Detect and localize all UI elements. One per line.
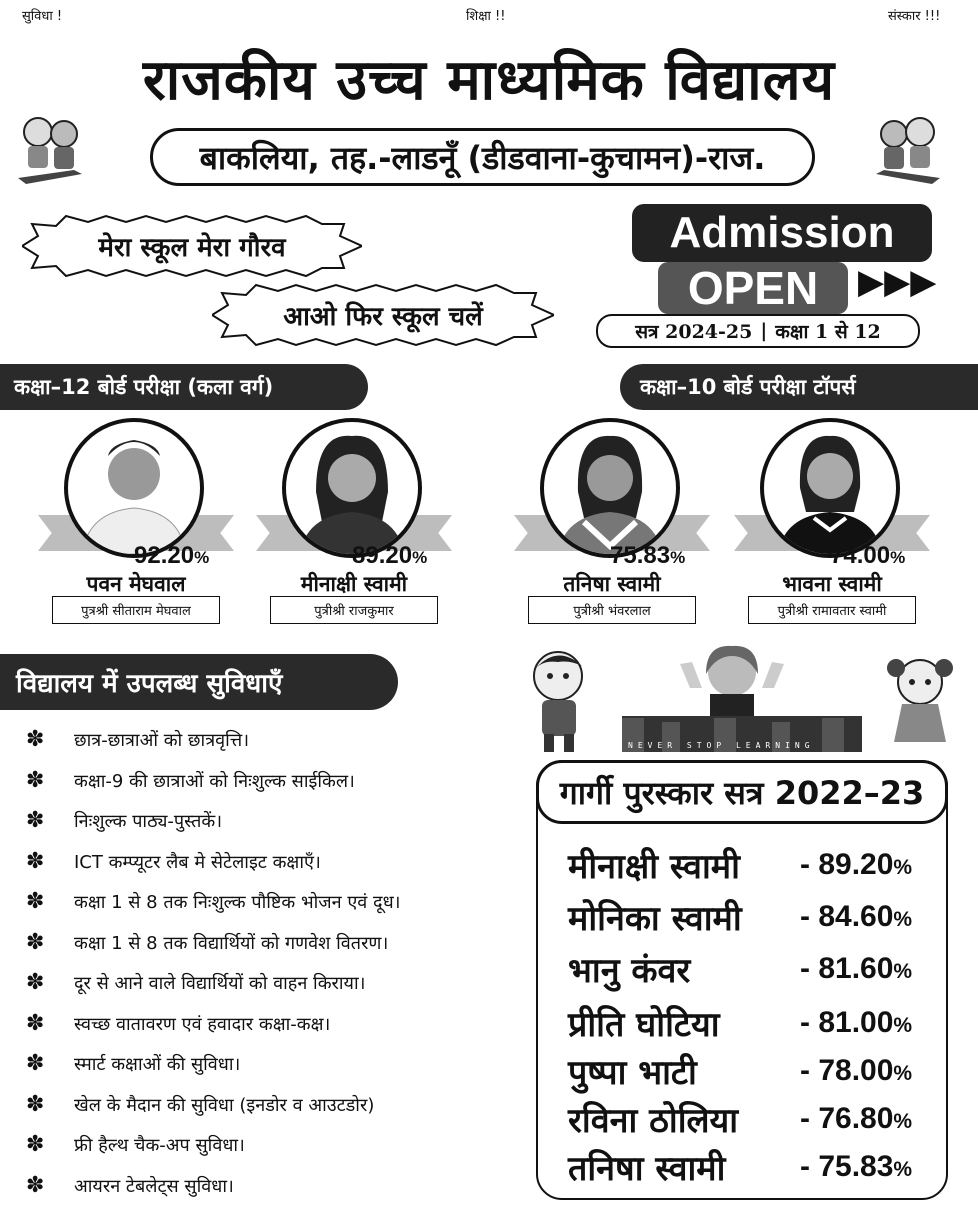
gargi-winner-row: पुष्पा भाटी - 78.00%	[568, 1053, 913, 1093]
facility-item: ✽ छात्र-छात्राओं को छात्रवृत्ति।	[26, 727, 250, 753]
facility-item: ✽ कक्षा 1 से 8 तक विद्यार्थियों को गणवेश वितरण।	[26, 929, 389, 955]
topper-score: 92.20%	[134, 542, 210, 569]
topper-photo	[760, 418, 900, 558]
topper-parent: पुत्रश्री सीताराम मेघवाल	[52, 596, 220, 624]
topper-name: तनिषा स्वामी	[563, 572, 661, 596]
flower-bullet-icon: ✽	[26, 1132, 45, 1158]
topper-parent: पुत्रीश्री रामावतार स्वामी	[748, 596, 916, 624]
facility-item: ✽ दूर से आने वाले विद्यार्थियों को वाहन किराया।	[26, 970, 366, 996]
class12-board-band: कक्षा–12 बोर्ड परीक्षा (कला वर्ग)	[0, 364, 368, 410]
topper-name: पवन मेघवाल	[86, 572, 186, 596]
gargi-winner-row: प्रीति घोटिया - 81.00%	[568, 1005, 913, 1045]
session-classes: कक्षा 1 से 12	[775, 321, 881, 343]
slogan-text-2: आओ फिर स्कूल चलें	[283, 302, 483, 332]
flower-bullet-icon: ✽	[26, 1010, 45, 1036]
topper-photo	[540, 418, 680, 558]
slogan-text-1: मेरा स्कूल मेरा गौरव	[98, 233, 286, 263]
facility-item: ✽ कक्षा-9 की छात्राओं को निःशुल्क साईकिल।	[26, 767, 355, 793]
facility-item: ✽ स्मार्ट कक्षाओं की सुविधा।	[26, 1051, 241, 1077]
slogan-burst-2	[212, 282, 554, 348]
gargi-winner-row: रविना ठोलिया - 76.80%	[568, 1101, 913, 1141]
topper-card	[38, 418, 234, 638]
topper-score: 74.00%	[830, 542, 906, 569]
topper-photo	[64, 418, 204, 558]
facility-item: ✽ ICT कम्प्यूटर लैब मे सेटेलाइट कक्षाएँ।	[26, 848, 321, 874]
topper-score: 89.20%	[352, 542, 428, 569]
flower-bullet-icon: ✽	[26, 1172, 45, 1198]
session-box: सत्र 2024-25 | कक्षा 1 से 12	[596, 314, 920, 348]
session-year: सत्र 2024-25	[635, 321, 753, 343]
tag-facility: सुविधा !	[22, 9, 63, 24]
gargi-winner-row: तनिषा स्वामी - 75.83%	[568, 1149, 913, 1189]
class10-board-band: कक्षा–10 बोर्ड परीक्षा टॉपर्स	[620, 364, 978, 410]
kids-on-pencil-illustration-left	[14, 112, 86, 192]
topper-name: मीनाक्षी स्वामी	[300, 572, 408, 596]
slogan-burst-1	[22, 214, 362, 278]
facility-item: ✽ कक्षा 1 से 8 तक निःशुल्क पौष्टिक भोजन एवं दूध।	[26, 889, 401, 915]
tag-values: संस्कार !!!	[888, 9, 941, 24]
school-address: बाकलिया, तह.-लाडनूँ (डीडवाना-कुचामन)-राज.	[150, 128, 815, 186]
flower-bullet-icon: ✽	[26, 970, 45, 996]
flower-bullet-icon: ✽	[26, 889, 45, 915]
flower-bullet-icon: ✽	[26, 808, 45, 834]
admission-banner: Admission	[632, 204, 932, 262]
cartoon-girl-illustration	[880, 652, 960, 752]
topper-photo	[282, 418, 422, 558]
topper-parent: पुत्रीश्री भंवरलाल	[528, 596, 696, 624]
topper-card	[256, 418, 452, 638]
never-stop-learning-books	[622, 716, 862, 752]
topper-parent: पुत्रीश्री राजकुमार	[270, 596, 438, 624]
gargi-winner-row: भानु कंवर - 81.60%	[568, 951, 913, 991]
gargi-winner-row: मीनाक्षी स्वामी - 89.20%	[568, 847, 913, 887]
kids-on-pencil-illustration-right	[872, 112, 944, 192]
flower-bullet-icon: ✽	[26, 929, 45, 955]
smiling-girl-photo	[676, 644, 788, 720]
flower-bullet-icon: ✽	[26, 767, 45, 793]
facility-item: ✽ फ्री हैल्थ चैक-अप सुविधा।	[26, 1132, 245, 1158]
never-stop-learning-text: NEVER STOP LEARNING	[628, 741, 815, 750]
facility-item: ✽ स्वच्छ वातावरण एवं हवादार कक्षा-कक्ष।	[26, 1010, 331, 1036]
facilities-heading: विद्यालय में उपलब्ध सुविधाएँ	[0, 654, 398, 710]
gargi-award-heading: गार्गी पुरस्कार सत्र 2022–23	[536, 760, 948, 824]
flower-bullet-icon: ✽	[26, 727, 45, 753]
facility-item: ✽ आयरन टेबलेट्स सुविधा।	[26, 1172, 234, 1198]
topper-card	[514, 418, 710, 638]
gargi-award-panel	[536, 760, 948, 1200]
cartoon-boy-illustration	[524, 646, 596, 756]
facility-item: ✽ निःशुल्क पाठ्य-पुस्तकें।	[26, 808, 223, 834]
flower-bullet-icon: ✽	[26, 1051, 45, 1077]
gargi-winner-row: मोनिका स्वामी - 84.60%	[568, 899, 913, 939]
topper-score: 75.83%	[610, 542, 686, 569]
facilities-list	[26, 720, 546, 1206]
triple-arrow-icon: ▶▶▶	[858, 262, 937, 302]
facility-item: ✽ खेल के मैदान की सुविधा (इनडोर व आउटडोर)	[26, 1091, 375, 1117]
topper-name: भावना स्वामी	[782, 572, 882, 596]
flower-bullet-icon: ✽	[26, 1091, 45, 1117]
admission-open-badge: OPEN	[658, 262, 848, 314]
flower-bullet-icon: ✽	[26, 848, 45, 874]
school-title: राजकीय उच्च माध्यमिक विद्यालय	[142, 48, 836, 113]
topper-card	[734, 418, 930, 638]
tag-education: शिक्षा !!	[466, 9, 506, 24]
